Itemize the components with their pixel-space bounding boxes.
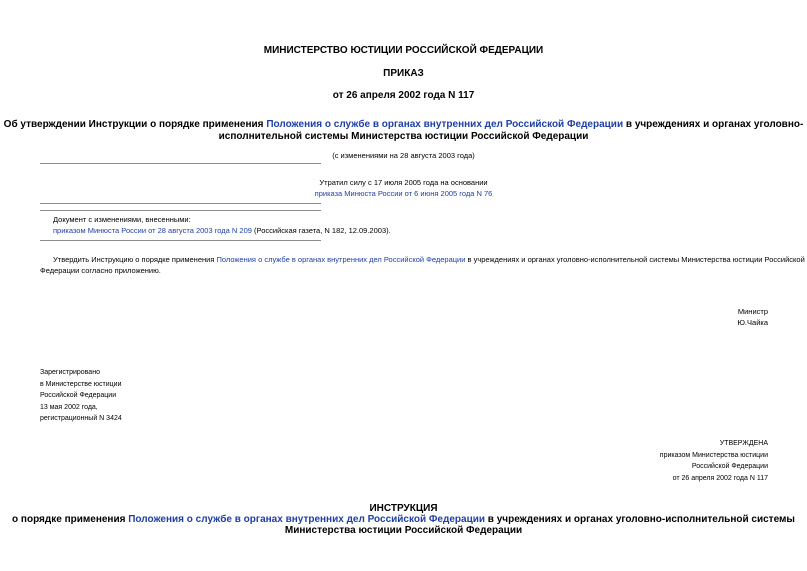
divider — [40, 203, 321, 204]
divider — [40, 163, 321, 164]
repeal-link[interactable]: приказа Минюста России от 6 июня 2005 года N 76 — [314, 189, 493, 198]
signature-name: Ю.Чайка — [737, 318, 768, 327]
doc-title-line2: исполнительной системы Министерства юстиции Российской Федерации — [218, 131, 589, 142]
doc-date-number: от 26 апреля 2002 года N 117 — [332, 90, 475, 101]
registration-line: Зарегистрировано — [40, 369, 100, 376]
changes-source: (Российская газета, N 182, 12.09.2003). — [251, 226, 391, 235]
registration-block — [40, 367, 122, 425]
ministry-title: МИНИСТЕРСТВО ЮСТИЦИИ РОССИЙСКОЙ ФЕДЕРАЦИИ — [263, 45, 544, 56]
doc-title-post: в учреждениях и органах уголовно- — [623, 119, 804, 130]
divider — [40, 240, 321, 241]
changes-link[interactable]: приказом Минюста России от 28 августа 2003 года N 209 — [53, 226, 252, 235]
registration-line: 13 мая 2002 года, — [40, 403, 98, 411]
registration-line: в Министерстве юстиции — [40, 380, 122, 388]
registration-line: регистрационный N 3424 — [40, 415, 122, 422]
doc-title-link[interactable]: Положения о службе в органах внутренних дел Российской Федерации — [266, 119, 624, 130]
signature-role: Министр — [737, 307, 768, 316]
doc-type: ПРИКАЗ — [383, 68, 424, 79]
changes-line — [53, 226, 391, 236]
amendments-note: (с изменениями на 28 августа 2003 года) — [332, 151, 475, 160]
instruction-link[interactable]: Положения о службе в органах внутренних дел Российской Федерации — [128, 514, 486, 525]
changes-intro: Документ с изменениями, внесенными: — [53, 215, 191, 224]
body-line1 — [53, 255, 805, 265]
body-line2: Федерации согласно приложению. — [40, 266, 161, 275]
approval-line: Российской Федерации — [691, 463, 768, 470]
instruction-heading: ИНСТРУКЦИЯ — [369, 503, 438, 514]
repeal-line1: Утратил силу с 17 июля 2005 года на основании — [319, 178, 488, 187]
body-post: в учреждениях и органах уголовно-исполнительной системы Министерства юстиции Российской — [465, 255, 805, 264]
instruction-post: в учреждениях и органах уголовно-исполнительной системы — [485, 514, 795, 525]
approval-line: УТВЕРЖДЕНА — [719, 440, 768, 447]
instruction-pre: о порядке применения — [12, 514, 129, 525]
approval-line: приказом Министерства юстиции — [659, 451, 768, 459]
body-pre: Утвердить Инструкцию о порядке применения — [53, 255, 217, 264]
instruction-line3: Министерства юстиции Российской Федерации — [284, 525, 523, 536]
doc-title-pre: Об утверждении Инструкции о порядке применения — [3, 119, 267, 130]
approval-line: от 26 апреля 2002 года N 117 — [672, 474, 768, 482]
approval-block — [560, 438, 768, 484]
divider — [40, 210, 321, 211]
registration-line: Российской Федерации — [40, 392, 117, 399]
body-link[interactable]: Положения о службе в органах внутренних дел Российской Федерации — [216, 255, 466, 264]
